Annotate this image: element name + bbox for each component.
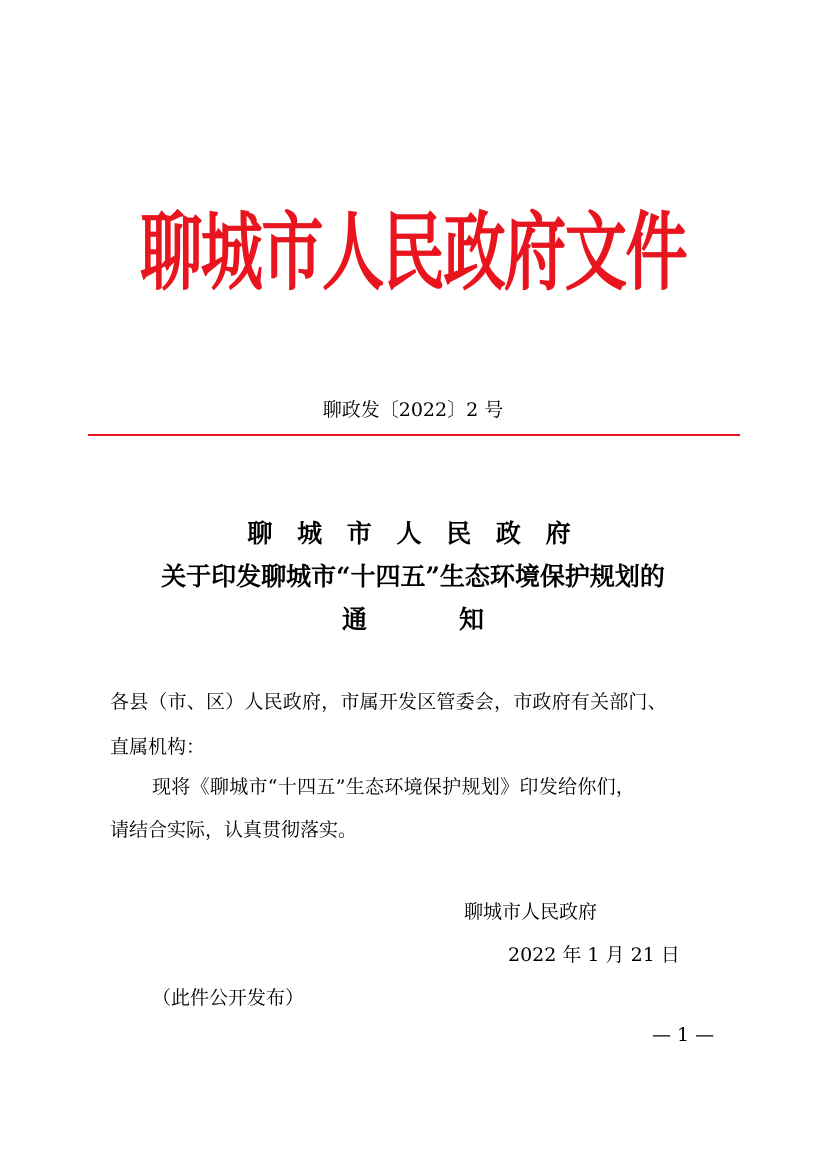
red-divider-line: [88, 434, 740, 436]
title-notice-char-2: 知: [459, 605, 485, 634]
addressee-line-1: 各县（市、区）人民政府，市属开发区管委会，市政府有关部门、: [110, 691, 667, 713]
body-paragraph-line-2: 请结合实际，认真贯彻落实。: [110, 819, 358, 841]
issue-date: 2022 年 1 月 21 日: [508, 944, 680, 966]
addressee-line-2: 直属机构：: [110, 736, 206, 758]
title-notice-char-1: 通: [341, 605, 367, 634]
masthead-title: 聊城市人民政府文件: [139, 202, 687, 303]
page-number: — 1 —: [652, 1024, 715, 1046]
body-paragraph-line-1: 现将《聊城市“十四五”生态环境保护规划》印发给你们，: [152, 776, 636, 798]
disclosure-note: （此件公开发布）: [152, 987, 305, 1009]
title-line-issuer: 聊 城 市 人 民 政 府: [247, 519, 579, 548]
document-number: 聊政发〔2022〕2 号: [322, 399, 504, 421]
signing-authority: 聊城市人民政府: [464, 901, 598, 923]
title-line-notice: [0, 600, 826, 640]
title-line-subject: 关于印发聊城市“十四五”生态环境保护规划的: [161, 562, 665, 591]
